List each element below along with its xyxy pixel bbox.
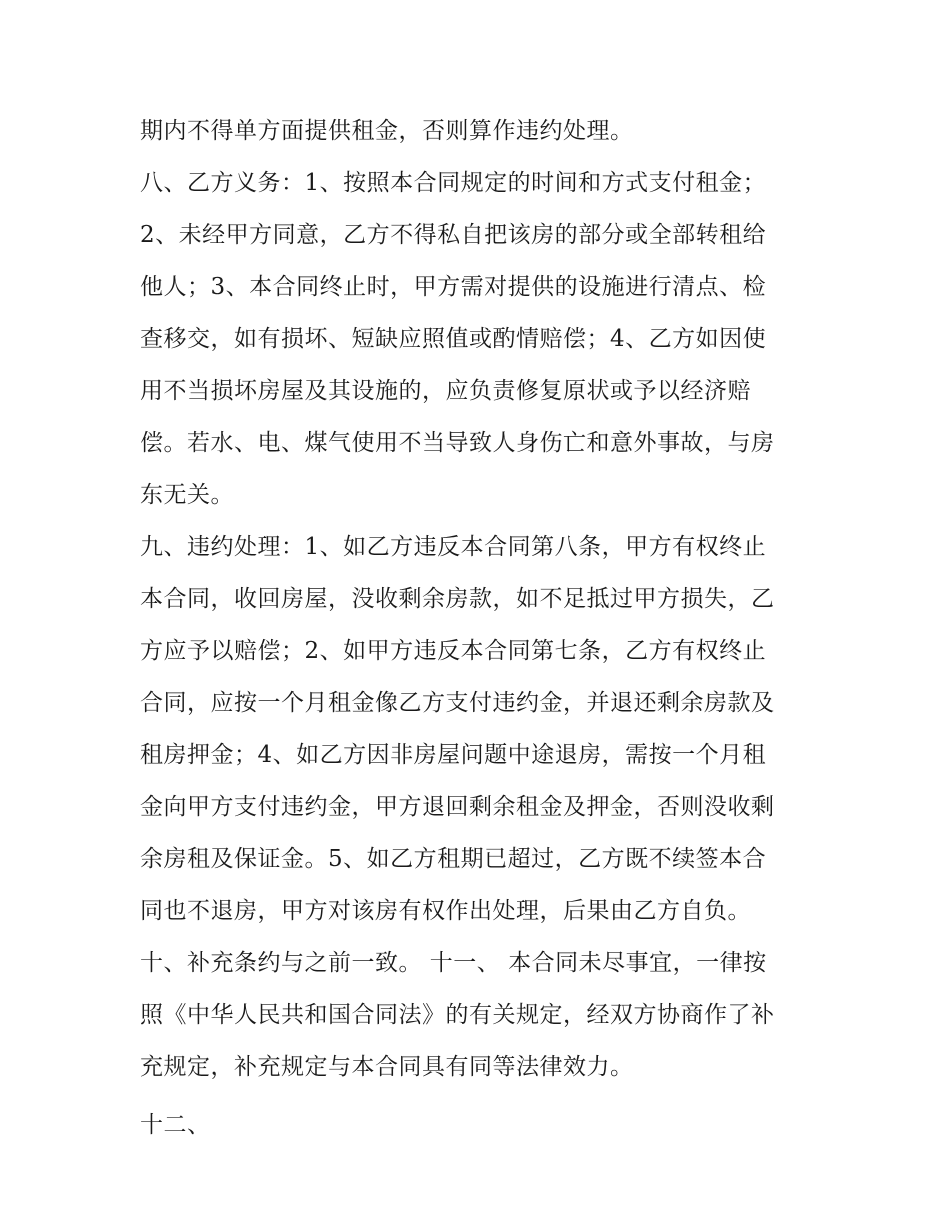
text-line: 租房押金；4、如乙方因非房屋问题中途退房，需按一个月租 <box>140 742 767 768</box>
text-line: 东无关。 <box>140 482 234 508</box>
text-line: 八、乙方义务：1、按照本合同规定的时间和方式支付租金； <box>140 170 767 196</box>
text-line: 金向甲方支付违约金，甲方退回剩余租金及押金，否则没收剩 <box>140 794 775 820</box>
contract-body-text <box>140 105 830 1151</box>
text-line: 用不当损坏房屋及其设施的，应负责修复原状或予以经济赔 <box>140 378 751 404</box>
text-line: 本合同，收回房屋，没收剩余房款，如不足抵过甲方损失，乙 <box>140 586 775 612</box>
text-line: 他人；3、本合同终止时，甲方需对提供的设施进行清点、检 <box>140 274 767 300</box>
text-line: 九、违约处理：1、如乙方违反本合同第八条，甲方有权终止 <box>140 534 767 560</box>
text-line: 充规定，补充规定与本合同具有同等法律效力。 <box>140 1054 634 1080</box>
text-line: 2、未经甲方同意，乙方不得私自把该房的部分或全部转租给 <box>140 222 767 248</box>
text-line: 十、补充条约与之前一致。 十一、 本合同未尽事宜，一律按 <box>140 950 767 976</box>
text-line: 方应予以赔偿；2、如甲方违反本合同第七条，乙方有权终止 <box>140 638 767 664</box>
text-line: 偿。若水、电、煤气使用不当导致人身伤亡和意外事故，与房 <box>140 430 775 456</box>
text-line: 合同，应按一个月租金像乙方支付违约金，并退还剩余房款及 <box>140 690 775 716</box>
text-line: 查移交，如有损坏、短缺应照值或酌情赔偿；4、乙方如因使 <box>140 326 767 352</box>
text-line: 十二、 <box>140 1112 211 1138</box>
text-line: 余房租及保证金。5、如乙方租期已超过，乙方既不续签本合 <box>140 846 767 872</box>
text-line: 期内不得单方面提供租金，否则算作违约处理。 <box>140 118 634 144</box>
text-line: 同也不退房，甲方对该房有权作出处理，后果由乙方自负。 <box>140 898 751 924</box>
text-line: 照《中华人民共和国合同法》的有关规定，经双方协商作了补 <box>140 1002 775 1028</box>
